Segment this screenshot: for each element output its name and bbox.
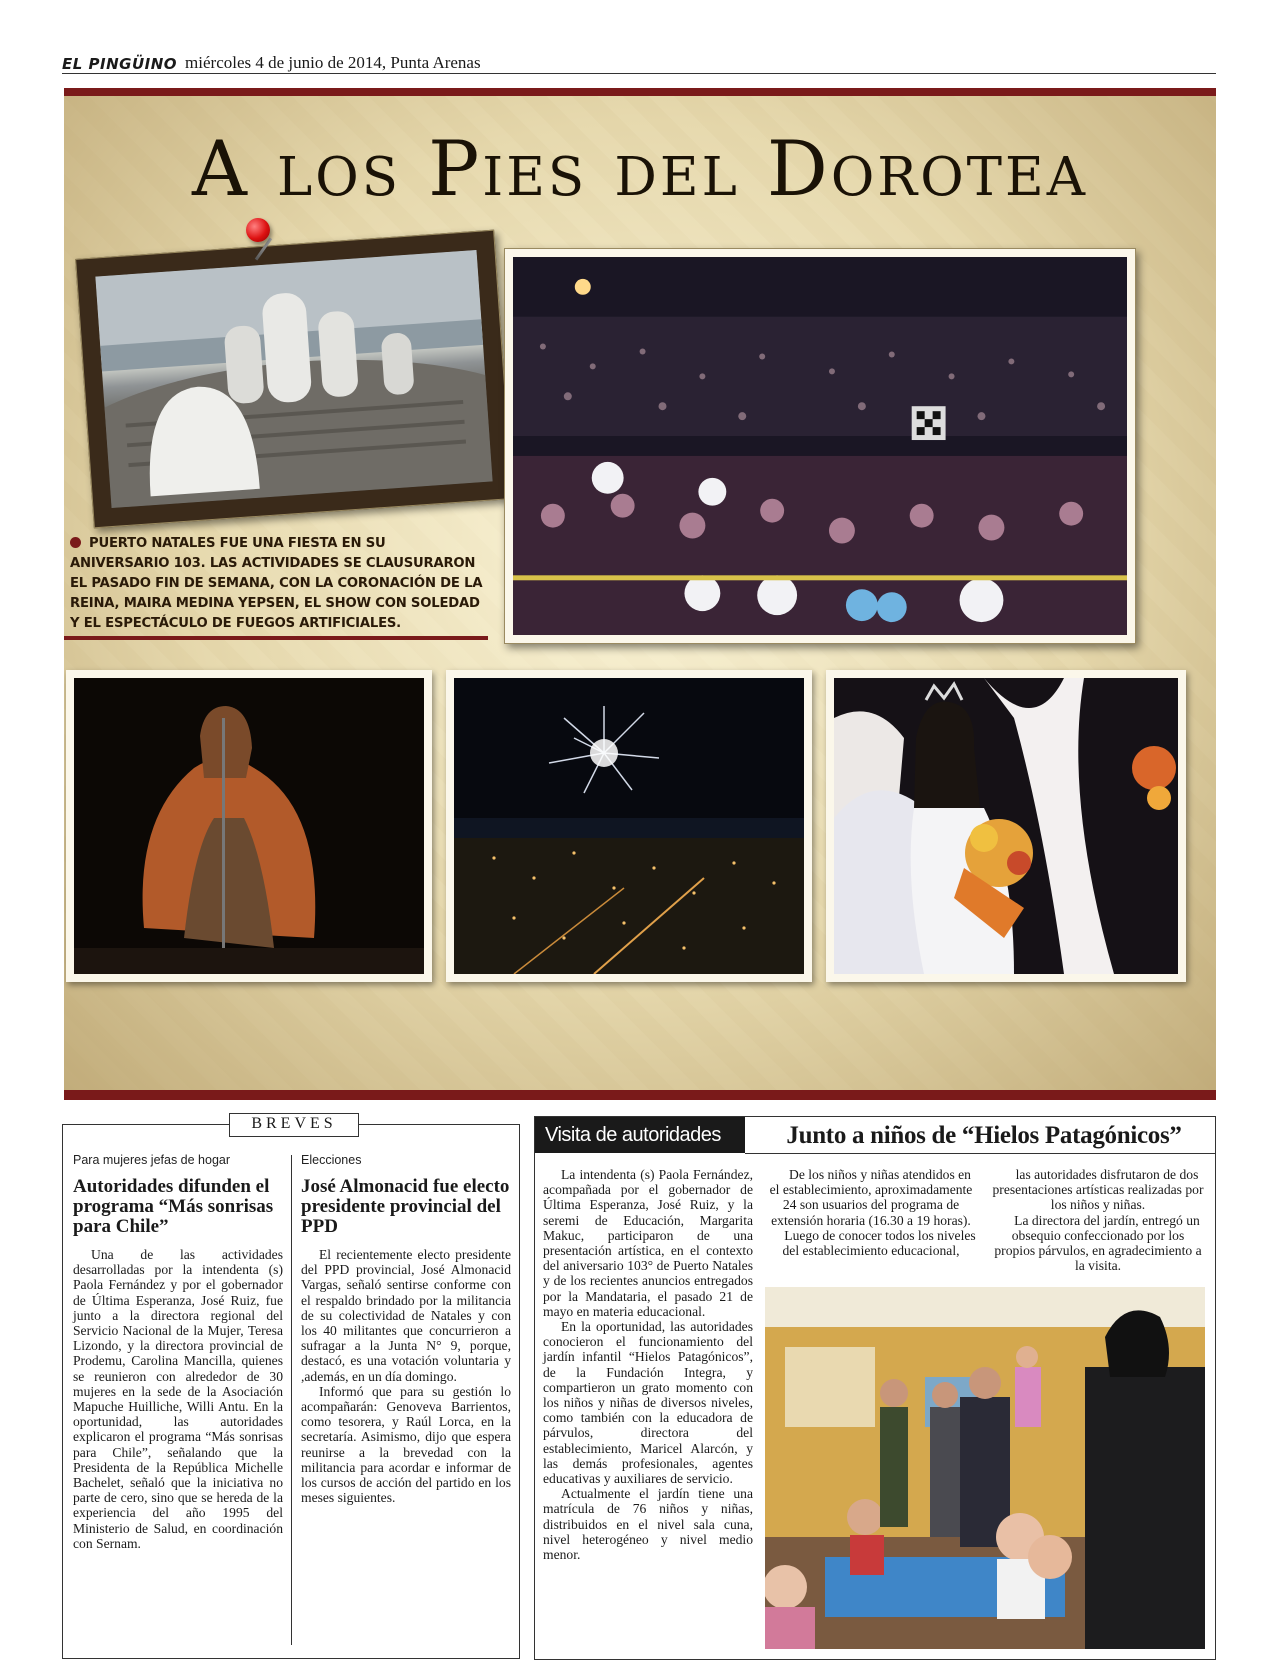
article-body [543, 1167, 753, 1562]
visita-section [534, 1116, 1216, 1660]
singer-illustration [74, 678, 424, 974]
page-header [62, 52, 1216, 74]
bullet-icon [70, 537, 81, 548]
crowd-scene [513, 257, 1127, 635]
queen-illustration [834, 678, 1178, 974]
article-body [765, 1167, 977, 1258]
kindergarten-illustration [765, 1287, 1205, 1649]
article-headline: Junto a niños de “Hielos Patagónicos” [786, 1122, 1182, 1149]
brief-paragraph: El recientemente electo presidente del PPD provincial, José Almonacid Vargas, señaló sentirse conforme con el respaldo brindado por la militancia de su colectividad de Natales y con los 40 militantes que concurrieron a sufragar a la Junta N° 9, porque, destacó, es una votación voluntaria y ,además, en un día domingo. [301, 1247, 511, 1384]
brief-paragraph: Una de las actividades desarrolladas por la intendenta (s) Paola Fernández y por el gobernador de Última Esperanza, José Ruiz, fue junto a la directora regional del Servicio Nacional de la Mujer, Teresa Lizondo, y la directora provincial de Prodemu, Carolina Mancilla, quienes se reunieron con alrededor de 30 mujeres en la sede de la Asociación Mapuche Huilliche, Willi Antu. En la oportunidad, las autoridades explicaron el programa “Más sonrisas para Chile”, señalando que la Presidenta de la República Michelle Bachelet, señaló que la iniciativa no parte de cero, sino que se hereda de la experiencia del año 1995 del Ministerio de Salud, en coordinación con Sernam. [73, 1247, 283, 1551]
article-paragraph: Luego de conocer todos los niveles del establecimiento educacional, [782, 1227, 976, 1259]
article-paragraph: La directora del jardín, entregó un obsequio confeccionado por los propios párvulos, en agradecimiento a la visita. [994, 1212, 1202, 1274]
feature-caption-text: PUERTO NATALES FUE UNA FIESTA EN SU ANIVERSARIO 103. LAS ACTIVIDADES SE CLAUSURARON EL PASADO FIN DE SEMANA, CON LA CORONACIÓN DE LA REINA, MAIRA MEDINA YEPSEN, EL SHOW CON SOLEDAD Y EL ESPECTÁCULO DE FUEGOS ARTIFICIALES. [70, 536, 483, 631]
brief-body [73, 1247, 283, 1551]
singer-photo [66, 670, 432, 982]
pushpin-icon [246, 218, 270, 242]
article-paragraph: De los niños y niñas atendidos en el establecimiento, aproximadamente 24 son usuarios del programa de extensión horaria (16.30 a 19 horas). [769, 1167, 973, 1228]
singer-scene [74, 678, 424, 974]
article-paragraph: La intendenta (s) Paola Fernández, acompañada por el gobernador de Última Esperanza, José Ruiz, y la seremi de Educación, Margarita Makuc, participaron de una presentación artística, en el contexto del aniversario 103° de Puerto Natales y de los recientes anuncios entregados por la Mandataria, el pasado 21 de mayo en materia educacional. [543, 1167, 753, 1319]
breves-section [62, 1115, 520, 1659]
brief-elecciones [301, 1153, 511, 1505]
feature-title: A los Pies del Dorotea [192, 124, 1088, 213]
fireworks-scene [454, 678, 804, 974]
newspaper-logo: EL PINGÜINO [62, 55, 178, 73]
monument-photo [75, 230, 513, 529]
brief-mujeres [73, 1153, 283, 1551]
brief-body [301, 1247, 511, 1505]
breves-label: BREVES [229, 1113, 359, 1137]
brief-headline: José Almonacid fue electo presidente provincial del PPD [301, 1176, 510, 1237]
brief-headline: Autoridades difunden el programa “Más sonrisas para Chile” [73, 1176, 274, 1237]
feature-caption-block [64, 534, 488, 634]
article-paragraph: Actualmente el jardín tiene una matrícula de 76 niños y niñas, distribuidos en el nivel sala cuna, nivel heterogéneo y nivel medio menor. [543, 1486, 753, 1563]
fireworks-photo [446, 670, 812, 982]
crowd-illustration [513, 257, 1127, 635]
column-divider [291, 1155, 292, 1645]
article-paragraph: las autoridades disfrutaron de dos presentaciones artísticas realizadas por los niños y niñas. [992, 1167, 1204, 1213]
headline-rule [745, 1153, 1215, 1154]
monument-scene [95, 250, 492, 508]
brief-kicker: Elecciones [301, 1153, 362, 1167]
kindergarten-photo [765, 1287, 1205, 1649]
article-column-2 [765, 1167, 977, 1258]
section-label: Visita de autoridades [535, 1117, 745, 1153]
article-body [991, 1167, 1205, 1273]
fireworks-illustration [454, 678, 804, 974]
article-paragraph: En la oportunidad, las autoridades conocieron el funcionamiento del jardín infantil “Hielos Patagónicos”, de la Fundación Integra, y compartieron un grato momento con los niños y niñas de diversos niveles, como también con la educadora de párvulos, directora del establecimiento, Maricel Alarcón, y las demás profesionales, agentes educativas y auxiliares de servicio. [543, 1319, 753, 1487]
caption-divider [64, 636, 488, 640]
brief-kicker: Para mujeres jefas de hogar [73, 1153, 231, 1167]
article-column-1 [543, 1167, 753, 1562]
feature-panel [64, 88, 1216, 1100]
monument-illustration [95, 250, 492, 508]
queen-photo [826, 670, 1186, 982]
queen-scene [834, 678, 1178, 974]
date-line: miércoles 4 de junio de 2014, Punta Arenas [185, 53, 481, 72]
crowd-photo [504, 248, 1136, 644]
article-column-3 [991, 1167, 1205, 1273]
feature-caption [64, 534, 488, 634]
brief-paragraph: Informó que para su gestión lo acompañarán: Genoveva Barrientos, como tesorera, y Raúl Lorca, en la secretaría. Asimismo, dijo que espera reunirse a la brevedad con la militancia para acordar e informar de los cursos de acción del partido en los meses siguientes. [301, 1383, 511, 1506]
